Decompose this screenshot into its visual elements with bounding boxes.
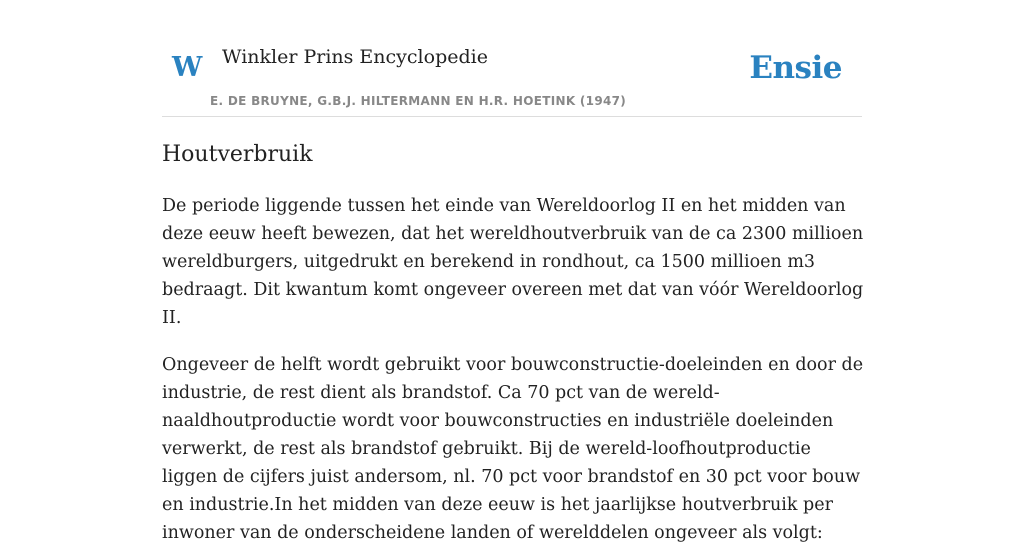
article-paragraph: Ongeveer de helft wordt gebruikt voor bouwconstructie-doeleinden en door de industrie, de rest dient als brandstof. Ca 70 pct van de wereld-naaldhoutproductie wordt voor bouwconstructies en industriële doeleinden verwerkt, de rest als brandstof gebruikt. Bij de wereld-loofhoutproductie liggen de cijfers juist andersom, nl. 70 pct voor brandstof en 30 pct voor bouw en industrie.In het midden van deze eeuw is het jaarlijkse houtverbruik per inwoner van de onderscheidene landen of werelddelen ongeveer als volgt: — [162, 355, 864, 543]
encyclopedia-authors: E. DE BRUYNE, G.B.J. HILTERMANN EN H.R. HOETINK (1947) — [210, 94, 627, 108]
article-paragraph: De periode liggende tussen het einde van Wereldoorlog II en het midden van deze eeuw heeft bewezen, dat het wereldhoutverbruik van de ca 2300 millioen wereldburgers, uitgedrukt en berekend in rondhout, ca 1500 millioen m3 bedraagt. Dit kwantum komt ongeveer overeen met dat van vóór Wereldoorlog II. — [162, 196, 864, 328]
site-header — [162, 0, 862, 117]
article — [162, 138, 867, 547]
winkler-prins-logo[interactable]: W — [172, 52, 203, 83]
encyclopedia-title[interactable]: Winkler Prins Encyclopedie — [222, 46, 488, 68]
ensie-logo[interactable]: Ensie — [749, 50, 842, 86]
page-title: Houtverbruik — [162, 142, 313, 167]
